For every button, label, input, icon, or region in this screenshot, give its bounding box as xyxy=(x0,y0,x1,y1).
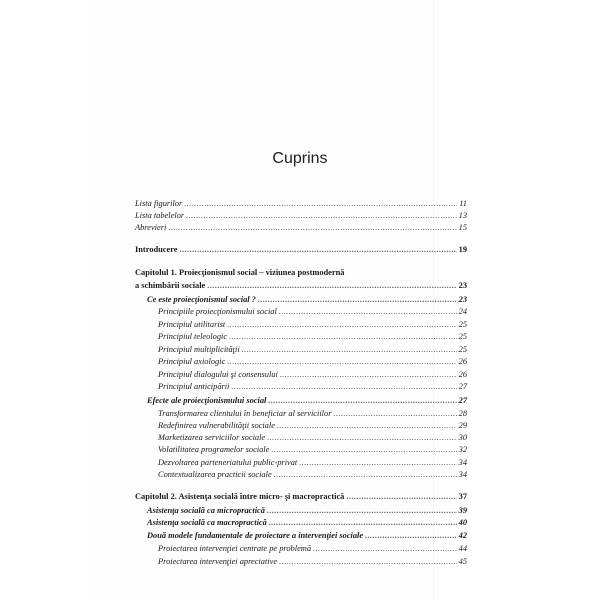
toc-entry-label: Principiul multiplicităţii xyxy=(158,344,240,354)
toc-entry-subsection[interactable] xyxy=(158,457,467,468)
toc-entry-introducere[interactable] xyxy=(135,244,467,255)
toc-entry-subsection[interactable] xyxy=(158,381,467,392)
toc-entry-page: 29 xyxy=(458,421,467,430)
toc-entry-page: 40 xyxy=(458,518,467,527)
toc-entry-page: 25 xyxy=(458,332,467,341)
toc-entry-label: Introducere xyxy=(135,245,178,254)
leader-dots xyxy=(299,457,456,468)
toc-entry-subsection[interactable] xyxy=(158,306,467,317)
toc-entry-subsection[interactable] xyxy=(158,319,467,330)
toc-entry-section[interactable] xyxy=(147,294,467,305)
leader-dots xyxy=(231,381,456,392)
toc-entry-page: 26 xyxy=(458,369,467,379)
chapter-1-title-line1[interactable]: Capitolul 1. Proiecţionismul social – viziunea postmodernă xyxy=(135,268,345,277)
leader-dots xyxy=(346,491,456,502)
toc-entry-page: 34 xyxy=(458,470,467,479)
leader-dots xyxy=(168,222,456,233)
toc-entry-abrevieri[interactable] xyxy=(135,222,467,233)
toc-entry-label: Ce este proiecţionismul social ? xyxy=(147,295,256,304)
toc-entry-label: Principiul axiologic xyxy=(158,357,226,366)
toc-entry-label: Volatilitatea programelor sociale xyxy=(158,445,270,454)
leader-dots xyxy=(280,369,457,380)
toc-entry-label: Efecte ale proiecţionismului social xyxy=(147,396,267,405)
toc-entry-page: 45 xyxy=(458,556,467,566)
toc-entry-subsection[interactable] xyxy=(158,356,467,367)
leader-dots xyxy=(186,210,457,221)
leader-dots xyxy=(258,294,457,305)
toc-entry-subsection[interactable] xyxy=(158,444,467,455)
leader-dots xyxy=(271,444,456,455)
toc-entry-page: 32 xyxy=(458,445,467,454)
toc-entry-label: Principiul teleologic xyxy=(158,332,228,341)
toc-entry-section[interactable] xyxy=(147,530,467,541)
toc-entry-label: Capitolul 2. Asistenţa socială între micro- şi macropractică xyxy=(135,492,345,501)
toc-entry-section[interactable] xyxy=(147,517,467,528)
leader-dots xyxy=(184,198,457,209)
toc-entry-page: 42 xyxy=(458,531,467,540)
toc-entry-page: 25 xyxy=(458,344,467,354)
toc-entry-label: Asistenţa socială ca macropractică xyxy=(147,518,267,527)
toc-entry-label: Asistenţa socială ca micropractică xyxy=(147,505,265,515)
toc-entry-page: 27 xyxy=(458,396,467,405)
toc-entry-subsection[interactable] xyxy=(158,420,467,431)
toc-entry-subsection[interactable] xyxy=(158,369,467,380)
toc-entry-subsection[interactable] xyxy=(158,331,467,342)
toc-entry-lista-figurilor[interactable] xyxy=(135,198,467,209)
toc-entry-label: Două modele fundamentale de proiectare a intervenţiei sociale xyxy=(147,531,364,540)
toc-entry-label: Dezvoltarea parteneriatului public-privat xyxy=(158,457,298,467)
toc-entry-label: Abrevieri xyxy=(135,223,167,232)
toc-entry-section[interactable] xyxy=(147,395,467,406)
leader-dots xyxy=(274,469,457,480)
toc-entry-label: Lista tabelelor xyxy=(135,211,185,220)
toc-entry-section[interactable] xyxy=(147,505,467,516)
leader-dots xyxy=(333,408,456,419)
leader-dots xyxy=(268,395,456,406)
toc-entry-page: 34 xyxy=(458,457,467,467)
leader-dots xyxy=(267,505,457,516)
toc-entry-page: 30 xyxy=(458,433,467,442)
toc-entry-page: 24 xyxy=(458,307,467,316)
toc-entry-page: 11 xyxy=(459,199,467,208)
toc-entry-label: Proiectarea intervenţiei apreciative xyxy=(158,556,278,566)
leader-dots xyxy=(267,432,456,443)
leader-dots xyxy=(227,356,456,367)
leader-dots xyxy=(277,420,457,431)
toc-entry-subsection[interactable] xyxy=(158,556,467,567)
leader-dots xyxy=(207,280,456,291)
toc-entry-page: 27 xyxy=(458,382,467,391)
leader-dots xyxy=(242,344,457,355)
toc-entry-subsection[interactable] xyxy=(158,432,467,443)
toc-entry-subsection[interactable] xyxy=(158,344,467,355)
toc-entry-page: 26 xyxy=(458,357,467,366)
leader-dots xyxy=(279,556,457,567)
toc-entry-lista-tabelelor[interactable] xyxy=(135,210,467,221)
toc-entry-label: Redefinirea vulnerabilităţii sociale xyxy=(158,421,275,430)
toc-entry-page: 15 xyxy=(458,223,467,232)
toc-entry-label: Proiectarea intervenţiei centrate pe problemă xyxy=(158,544,312,553)
toc-entry-label: Principiul utilitarist xyxy=(158,319,226,329)
toc-entry-label: Principiile proiecţionismului social xyxy=(158,307,277,316)
toc-entry-subsection[interactable] xyxy=(158,408,467,419)
toc-entry-page: 44 xyxy=(458,544,467,553)
toc-entry-label: Lista figurilor xyxy=(135,199,183,208)
toc-entry-page: 19 xyxy=(458,245,467,254)
toc-entry-subsection[interactable] xyxy=(158,543,467,554)
toc-entry-page: 39 xyxy=(458,505,467,515)
leader-dots xyxy=(365,530,457,541)
toc-entry-label: Principiul anticipării xyxy=(158,382,230,391)
leader-dots xyxy=(229,331,457,342)
toc-entry-page: 13 xyxy=(458,211,467,220)
toc-entry-label: a schimbării sociale xyxy=(135,281,206,290)
toc-entry-label: Contextualizarea practicii sociale xyxy=(158,470,272,479)
toc-entry-subsection[interactable] xyxy=(158,469,467,480)
toc-entry-page: 23 xyxy=(458,281,467,290)
toc-entry-label: Transformarea clientului în beneficiar al serviciilor xyxy=(158,408,332,418)
leader-dots xyxy=(227,319,456,330)
leader-dots xyxy=(313,543,457,554)
toc-entry-page: 28 xyxy=(458,408,467,418)
toc-entry-page: 37 xyxy=(458,492,467,501)
toc-entry-page: 23 xyxy=(458,295,467,304)
page-title: Cuprins xyxy=(272,150,328,167)
toc-entry-label: Principiul dialogului şi consensului xyxy=(158,369,278,379)
toc-entry-page: 25 xyxy=(458,319,467,329)
toc-entry-chapter-2[interactable] xyxy=(135,491,467,502)
leader-dots xyxy=(279,306,457,317)
leader-dots xyxy=(269,517,457,528)
leader-dots xyxy=(180,244,457,255)
toc-entry-chapter-1[interactable] xyxy=(135,280,467,291)
toc-entry-label: Marketizarea serviciilor sociale xyxy=(158,433,266,442)
